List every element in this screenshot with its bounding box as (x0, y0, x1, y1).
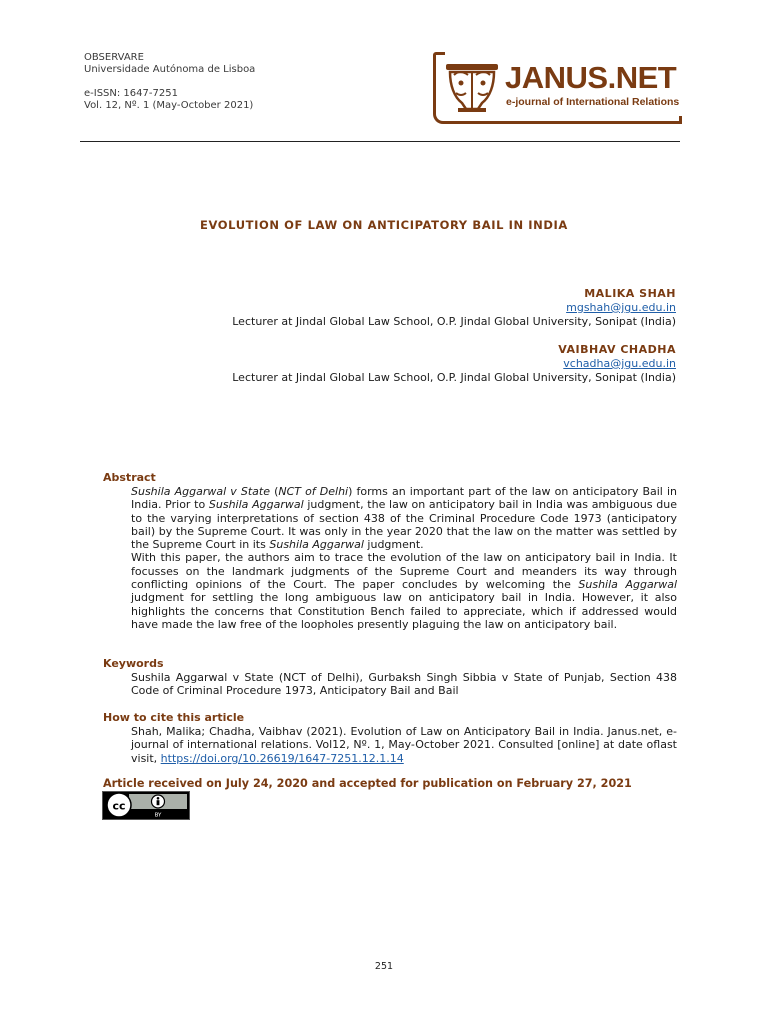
author-name-1: MALIKA SHAH (584, 287, 676, 300)
keywords-heading: Keywords (103, 657, 164, 670)
doi-link[interactable]: https://doi.org/10.26619/1647-7251.12.1.14 (160, 751, 404, 765)
svg-text:BY: BY (154, 812, 162, 819)
cc-license-badge[interactable] (102, 791, 190, 820)
keywords-text: Sushila Aggarwal v State (NCT of Delhi), Gurbaksh Singh Sibbia v State of Punjab, Section 438 Code of Criminal Procedure 1973, Anticipatory Bail and Bail (131, 671, 677, 698)
cc-by-icon (103, 792, 189, 819)
author-email-2[interactable]: vchadha@jgu.edu.in (563, 357, 676, 370)
svg-text:cc: cc (112, 799, 126, 813)
university-name: Universidade Autónoma de Lisboa (84, 64, 256, 75)
page-number: 251 (374, 961, 394, 972)
author-name-2: VAIBHAV CHADHA (558, 343, 676, 356)
journal-name: OBSERVARE (84, 52, 144, 63)
issn: e-ISSN: 1647-7251 (84, 88, 178, 99)
abstract-paragraph-2: With this paper, the authors aim to trace the evolution of the law on anticipatory bail in India. It focusses on the landmark judgments of the Supreme Court and meanders its way through conflicting opinions of the Court. The paper concludes by welcoming the Sushila Aggarwal judgment for settling the long ambiguous law on anticipatory bail in India. However, it also highlights the concerns that Constitution Bench failed to appreciate, which if addressed would have made the law free of the loopholes presently plaguing the law on anticipatory bail. (131, 551, 677, 631)
logo-title: JANUS.NET (505, 60, 677, 95)
citation-heading: How to cite this article (103, 711, 245, 724)
volume-info: Vol. 12, Nº. 1 (May-October 2021) (84, 100, 254, 111)
header-divider (80, 141, 680, 142)
janus-head-icon (444, 63, 500, 113)
citation-text: Shah, Malika; Chadha, Vaibhav (2021). Evolution of Law on Anticipatory Bail in India. Janus.net, e-journal of international relations. Vol12, Nº. 1, May-October 2021. Consulted [online] at date oflast visit, https://doi.org/10.26619/1647-7251.12.1.14 (131, 725, 677, 765)
article-title: EVOLUTION OF LAW ON ANTICIPATORY BAIL IN INDIA (200, 218, 568, 232)
abstract-heading: Abstract (103, 471, 156, 484)
received-info: Article received on July 24, 2020 and accepted for publication on February 27, 2021 (103, 777, 632, 790)
abstract-body (131, 485, 677, 631)
logo-subtitle: e-journal of International Relations (506, 96, 680, 108)
author-affiliation-1: Lecturer at Jindal Global Law School, O.P. Jindal Global University, Sonipat (India) (232, 315, 676, 328)
abstract-paragraph-1: Sushila Aggarwal v State (NCT of Delhi) forms an important part of the law on anticipatory Bail in India. Prior to Sushila Aggarwal judgment, the law on anticipatory bail in India was ambiguous due to the varying interpretations of section 438 of the Criminal Procedure Code 1973 (anticipatory bail) by the Supreme Court. It was only in the year 2020 that the law on the matter was settled by the Supreme Court in its Sushila Aggarwal judgment. (131, 485, 677, 552)
author-affiliation-2: Lecturer at Jindal Global Law School, O.P. Jindal Global University, Sonipat (India) (232, 371, 676, 384)
author-email-1[interactable]: mgshah@jgu.edu.in (566, 301, 676, 314)
